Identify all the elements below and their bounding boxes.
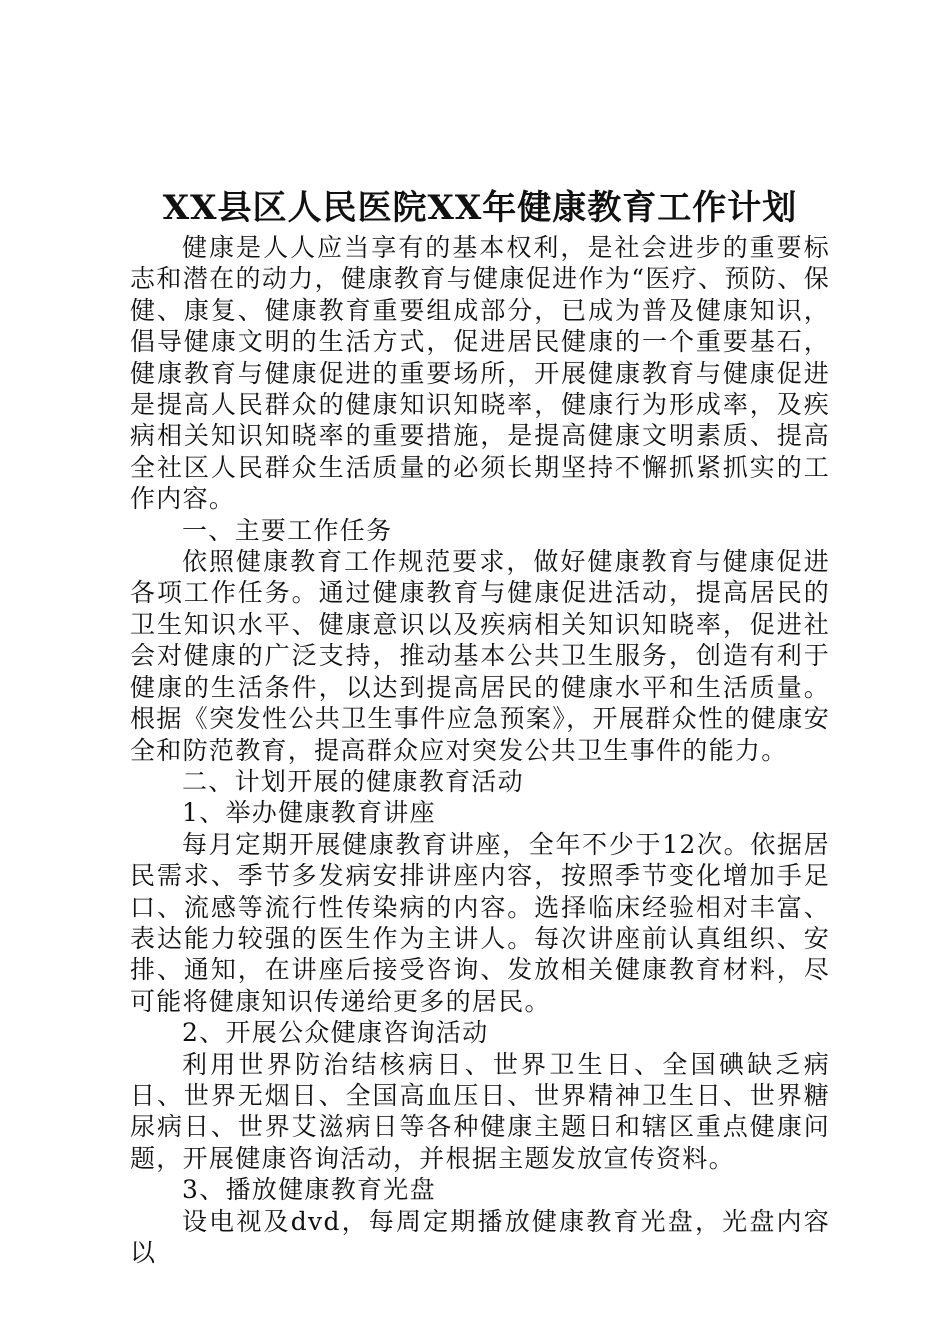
discs-paragraph: 设电视及dvd，每周定期播放健康教育光盘，光盘内容以 bbox=[130, 1206, 830, 1267]
document-page bbox=[130, 184, 830, 1268]
consultation-paragraph: 利用世界防治结核病日、世界卫生日、全国碘缺乏病日、世界无烟日、全国高血压日、世界精神卫生日、世界糖尿病日、世界艾滋病日等各种健康主题日和辖区重点健康问题，开展健康咨询活动，并根据主题发放宣传资料。 bbox=[130, 1049, 830, 1173]
subheading-consultation: 2、开展公众健康咨询活动 bbox=[182, 1018, 489, 1048]
section-heading-planned-activities: 二、计划开展的健康教育活动 bbox=[182, 766, 524, 796]
subheading-lectures: 1、举办健康教育讲座 bbox=[182, 798, 436, 828]
document-title: XX县区人民医院XX年健康教育工作计划 bbox=[162, 188, 798, 228]
intro-paragraph: 健康是人人应当享有的基本权利，是社会进步的重要标志和潜在的动力，健康教育与健康促进作为“医疗、预防、保健、康复、健康教育重要组成部分，已成为普及健康知识，倡导健康文明的生活方式，促进居民健康的一个重要基石，健康教育与健康促进的重要场所，开展健康教育与健康促进是提高人民群众的健康知识知晓率，健康行为形成率，及疾病相关知识知晓率的重要措施，是提高健康文明素质、提高全社区人民群众生活质量的必须长期坚持不懈抓紧抓实的工作内容。 bbox=[130, 233, 830, 514]
main-tasks-paragraph: 依照健康教育工作规范要求，做好健康教育与健康促进各项工作任务。通过健康教育与健康促进活动，提高居民的卫生知识水平、健康意识以及疾病相关知识知晓率，促进社会对健康的广泛支持，推动基本公共卫生服务，创造有利于健康的生活条件，以达到提高居民的健康水平和生活质量。根据《突发性公共卫生事件应急预案》，开展群众性的健康安全和防范教育，提高群众应对突发公共卫生事件的能力。 bbox=[130, 547, 830, 765]
section-heading-main-tasks: 一、主要工作任务 bbox=[182, 515, 393, 545]
lectures-paragraph: 每月定期开展健康教育讲座，全年不少于12次。依据居民需求、季节多发病安排讲座内容，按照季节变化增加手足口、流感等流行性传染病的内容。选择临床经验相对丰富、表达能力较强的医生作为主讲人。每次讲座前认真组织、安排、通知，在讲座后接受咨询、发放相关健康教育材料，尽可能将健康知识传递给更多的居民。 bbox=[130, 829, 830, 1016]
subheading-discs: 3、播放健康教育光盘 bbox=[182, 1175, 436, 1205]
